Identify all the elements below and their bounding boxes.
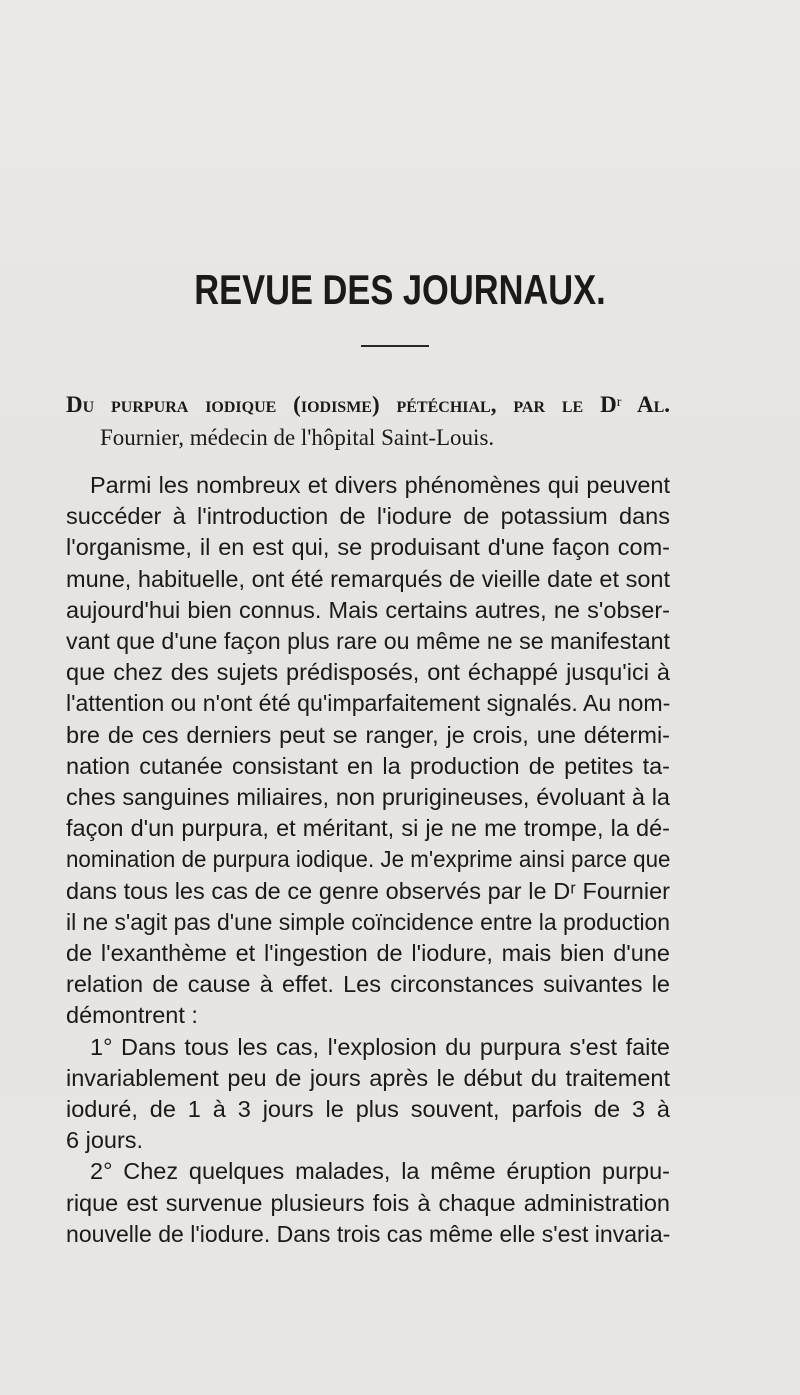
text-line: l'organisme, il en est qui, se produisant d'une façon com-: [66, 534, 670, 561]
text-line: succéder à l'introduction de l'iodure de potassium dans: [66, 503, 670, 530]
text-line: 6 jours.: [66, 1127, 144, 1154]
paragraph-3: [66, 1156, 670, 1250]
text-line: l'attention ou n'ont été qu'imparfaitement signalés. Au nom-: [66, 690, 671, 717]
text-line: démontrent :: [66, 1002, 198, 1029]
text-line: relation de cause à effet. Les circonstances suivantes le: [66, 971, 670, 998]
text-line: ioduré, de 1 à 3 jours le plus souvent, parfois de 3 à: [66, 1096, 670, 1123]
paragraph-2: [66, 1032, 670, 1157]
text-line: dans tous les cas de ce genre observés par le Dʳ Fournier: [66, 877, 670, 904]
text-line: nomination de purpura iodique. Je m'exprime ainsi parce que: [66, 846, 671, 873]
text-line: invariablement peu de jours après le début du traitement: [66, 1064, 670, 1091]
text-line: bre de ces derniers peut se ranger, je crois, une détermi-: [66, 721, 670, 748]
text-line: il ne s'agit pas d'une simple coïncidence entre la production: [66, 908, 671, 935]
text-line: que chez des sujets prédisposés, ont échappé jusqu'ici à: [66, 659, 670, 686]
text-line: mune, habituelle, ont été remarqués de vieille date et sont: [66, 565, 670, 592]
paragraph-1: [66, 470, 670, 1032]
text-line: rique est survenue plusieurs fois à chaque administration: [66, 1189, 670, 1216]
text-line: de l'exanthème et l'ingestion de l'iodure, mais bien d'une: [66, 940, 670, 967]
text-line: Parmi les nombreux et divers phénomènes qui peuvent: [90, 472, 670, 498]
title-divider: [361, 345, 429, 347]
text-line: aujourd'hui bien connus. Mais certains autres, ne s'obser-: [66, 596, 670, 623]
article-heading: [66, 388, 670, 454]
text-line: façon d'un purpura, et méritant, si je ne me trompe, la dé-: [66, 815, 670, 842]
text-line: ches sanguines miliaires, non prurigineuses, évoluant à la: [66, 784, 670, 811]
text-line: nouvelle de l'iodure. Dans trois cas même elle s'est invaria-: [66, 1220, 671, 1247]
text-line: vant que d'une façon plus rare ou même ne se manifestant: [66, 628, 670, 655]
heading-line-2: Fournier, médecin de l'hôpital Saint-Louis.: [100, 425, 495, 450]
page-title: REVUE DES JOURNAUX.: [194, 266, 606, 313]
text-line: nation cutanée consistant en la production de petites ta-: [66, 752, 670, 779]
heading-line-1: Du purpura iodique (iodisme) pétéchial, par le $D^r$ Al.: [66, 392, 670, 417]
text-line: 2° Chez quelques malades, la même éruption purpu-: [90, 1158, 670, 1185]
article-body: [66, 470, 670, 1250]
text-line: 1° Dans tous les cas, l'explosion du purpura s'est faite: [90, 1033, 670, 1060]
